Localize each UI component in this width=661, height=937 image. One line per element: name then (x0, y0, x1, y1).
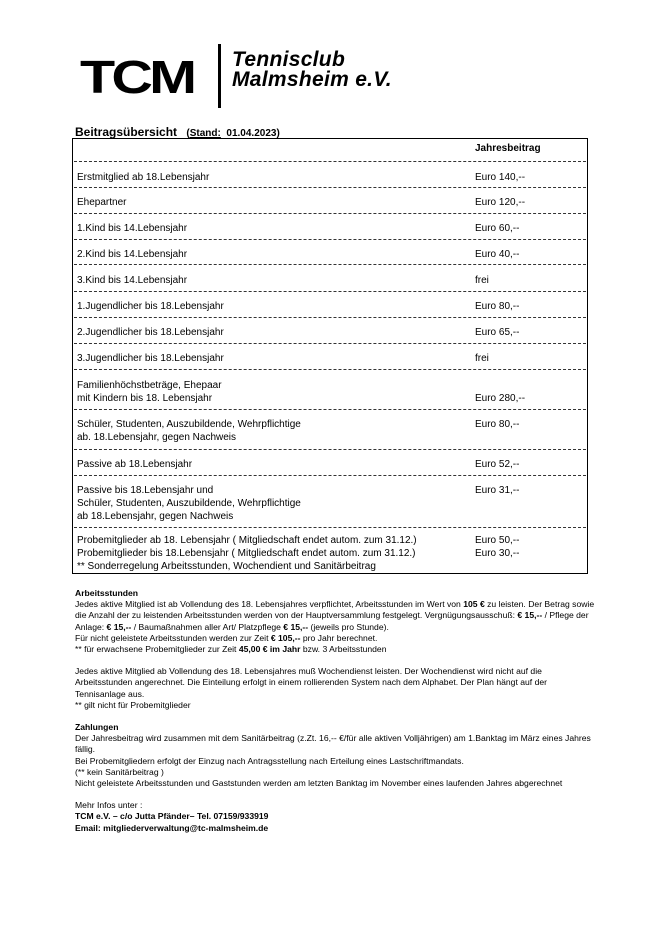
zahlungen-text-3: (** kein Sanitärbeitrag ) (75, 766, 164, 777)
row-divider (74, 369, 586, 370)
row-divider (74, 409, 586, 410)
zahlungen-text-1: Der Jahresbeitrag wird zusammen mit dem Sanitärbeitrag (z.Zt. 16,-- €/für alle aktiven Volljährigen) am 1.Banktag im März eines Jahres fällig. (75, 733, 591, 755)
row-divider (74, 449, 586, 450)
row-label: 3.Kind bis 14.Lebensjahr (77, 275, 188, 286)
row-divider (74, 187, 586, 188)
row-price: frei (475, 353, 489, 364)
title-text: Beitragsübersicht (75, 125, 178, 139)
arbeitsstunden-text: Jedes aktive Mitglied ist ab Vollendung des 18. Lebensjahres verpflichtet, Arbeitsstunden im Wert von 105 € zu leisten. Der Betrag sowie die Anzahl der zu leistenden Arbeitsstunden werden von der Hauptversammlung festgelegt. Vergnügungsausschuß: € 15,-- / Pflege der Anlage: € 15,-- / Baumaßnahmen aller Art/ Platzpflege € 15,-- (jeweils pro Stunde). (75, 599, 595, 632)
logo-divider (218, 44, 221, 108)
row-price: Euro 60,-- (475, 223, 520, 234)
row-label: Ehepartner (77, 197, 127, 208)
row-divider (74, 291, 586, 292)
row-divider (74, 527, 586, 528)
row-price: Euro 80,-- (475, 301, 520, 312)
row-divider (74, 317, 586, 318)
contact-line: TCM e.V. – c/o Jutta Pfänder– Tel. 07159/933919 (75, 811, 269, 822)
row-price: Euro 280,-- (475, 393, 526, 404)
page-title (75, 125, 280, 139)
club-logo (80, 44, 500, 110)
zahlungen-text-2: Bei Probemitgliedern erfolgt der Einzug nach Antragsstellung nach Erteilung eines Lastschriftmandats. (75, 755, 464, 766)
row-divider (74, 343, 586, 344)
row-label: Familienhöchstbeträge, Ehepaar mit Kindern bis 18. Lebensjahr (77, 380, 222, 404)
row-divider (74, 161, 586, 162)
row-label: 1.Jugendlicher bis 18.Lebensjahr (77, 301, 224, 312)
arbeitsstunden-charge: Für nicht geleistete Arbeitsstunden werden zur Zeit € 105,-- pro Jahr berechnet. (75, 632, 378, 643)
row-divider (74, 475, 586, 476)
probemitglieder-note: ** für erwachsene Probemitglieder zur Zeit 45,00 € im Jahr bzw. 3 Arbeitsstunden (75, 644, 387, 655)
notes-section (75, 588, 595, 834)
row-price: Euro 31,-- (475, 485, 520, 496)
contact-email: Email: mitgliederverwaltung@tc-malmsheim.de (75, 822, 269, 833)
row-label: Probemitglieder ab 18. Lebensjahr ( Mitgliedschaft endet autom. zum 31.12.) Probemitglieder bis 18.Lebensjahr ( Mitgliedschaft endet autom. zum 31.12.) ** Sonderregelung Arbeitsstunden, Wochendient und Sanitärbeitrag (77, 535, 417, 572)
column-header-jahresbeitrag: Jahresbeitrag (475, 143, 541, 154)
row-label: 2.Kind bis 14.Lebensjahr (77, 249, 188, 260)
fee-table (72, 138, 588, 574)
stand-label: Stand: (189, 128, 221, 139)
row-label: Passive ab 18.Lebensjahr (77, 459, 193, 470)
row-price: Euro 50,-- Euro 30,-- (475, 535, 520, 559)
row-label: 1.Kind bis 14.Lebensjahr (77, 223, 188, 234)
row-label: Passive bis 18.Lebensjahr und Schüler, Studenten, Auszubildende, Wehrpflichtige ab 18.Lebensjahr, gegen Nachweis (77, 485, 301, 522)
logo-mark: TCM (80, 51, 194, 103)
zahlungen-heading: Zahlungen (75, 722, 119, 733)
stand-date: (Stand: 01.04.2023) (186, 128, 280, 139)
row-divider (74, 264, 586, 265)
row-price: Euro 140,-- (475, 172, 526, 183)
row-divider (74, 213, 586, 214)
row-divider (74, 239, 586, 240)
contact-intro: Mehr Infos unter : (75, 800, 143, 811)
logo-club-name: Tennisclub Malmsheim e.V. (232, 48, 392, 91)
arbeitsstunden-heading: Arbeitsstunden (75, 588, 139, 598)
row-label: 3.Jugendlicher bis 18.Lebensjahr (77, 353, 224, 364)
wochendienst-text: Jedes aktive Mitglied ab Vollendung des 18. Lebensjahres muß Wochendienst leisten. Der Wochendienst wird nicht auf die Arbeitsstunden angerechnet. Die Einteilung erfolgt in einem rollierenden System nach dem Alphabet. Der Plan hängt auf der Tennisanlage aus. (75, 666, 547, 699)
row-label: Erstmitglied ab 18.Lebensjahr (77, 172, 210, 183)
row-price: Euro 120,-- (475, 197, 526, 208)
stand-date-value: 01.04.2023 (226, 128, 277, 139)
row-price: Euro 65,-- (475, 327, 520, 338)
row-label: Schüler, Studenten, Auszubildende, Wehrpflichtige ab. 18.Lebensjahr, gegen Nachweis (77, 419, 301, 443)
row-price: Euro 40,-- (475, 249, 520, 260)
wochendienst-note: ** gilt nicht für Probemitglieder (75, 699, 191, 710)
row-price: frei (475, 275, 489, 286)
zahlungen-text-4: Nicht geleistete Arbeitsstunden und Gaststunden werden am letzten Banktag im November eines laufenden Jahres abgerechnet (75, 778, 563, 789)
row-price: Euro 52,-- (475, 459, 520, 470)
row-label: 2.Jugendlicher bis 18.Lebensjahr (77, 327, 224, 338)
row-price: Euro 80,-- (475, 419, 520, 430)
